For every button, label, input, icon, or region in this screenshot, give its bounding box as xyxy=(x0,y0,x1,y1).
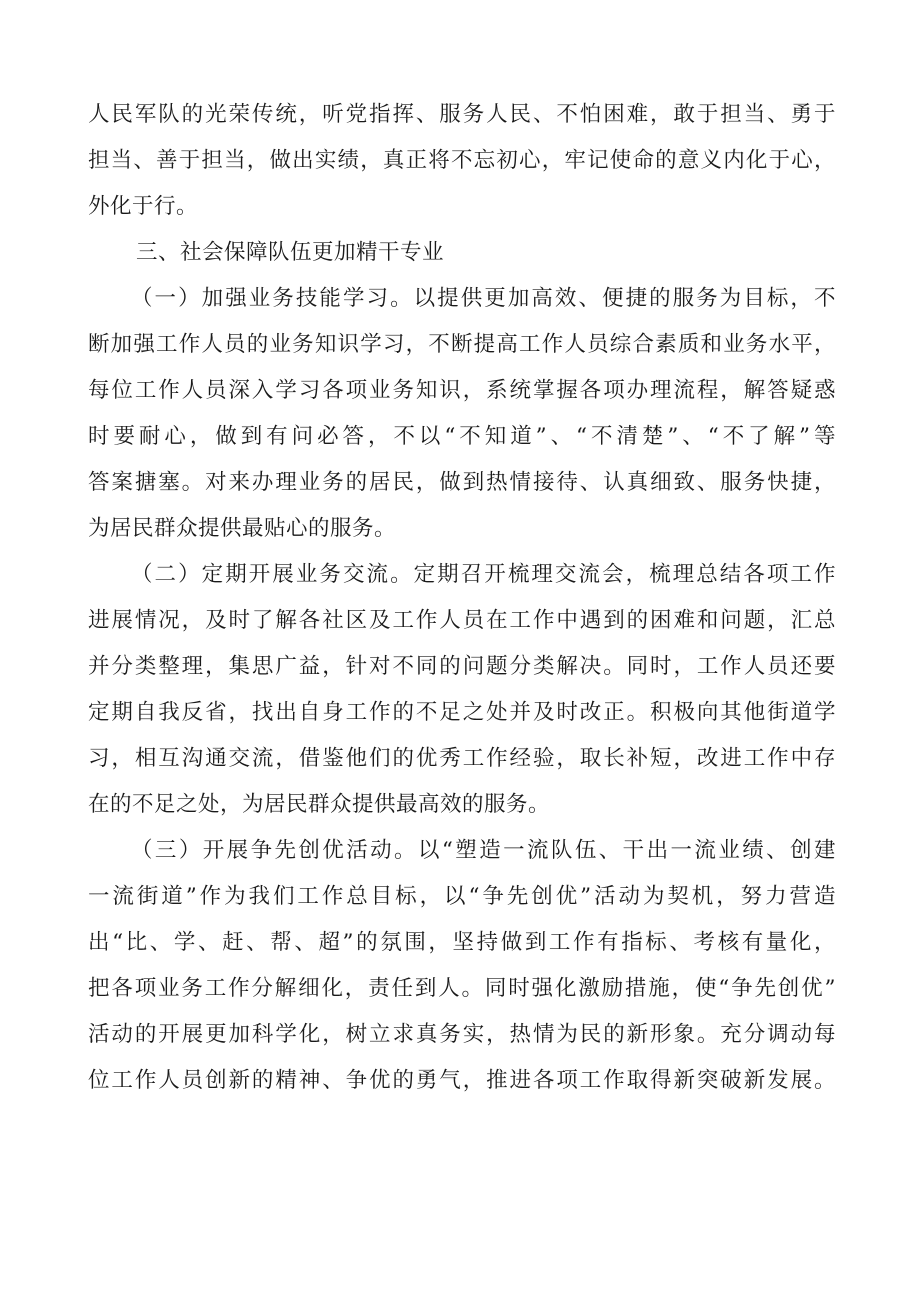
text-line: 进展情况，及时了解各社区及工作人员在工作中遇到的困难和问题，汇总 xyxy=(88,608,836,633)
text-line: 位工作人员创新的精神、争优的勇气，推进各项工作取得新突破新发展。 xyxy=(88,1068,836,1093)
paragraph-continuation xyxy=(88,92,836,230)
text-line: 答案搪塞。对来办理业务的居民，做到热情接待、认真细致、服务快捷， xyxy=(88,470,836,495)
text-line: （一）加强业务技能学习。以提供更加高效、便捷的服务为目标，不 xyxy=(131,286,836,311)
text-line: 活动的开展更加科学化，树立求真务实，热情为民的新形象。充分调动每 xyxy=(88,1022,836,1047)
text-line: 定期自我反省，找出自身工作的不足之处并及时改正。积极向其他街道学 xyxy=(88,700,836,725)
text-line: 一流街道”作为我们工作总目标，以“争先创优”活动为契机，努力营造 xyxy=(88,884,836,909)
text-line: （三）开展争先创优活动。以“塑造一流队伍、干出一流业绩、创建 xyxy=(131,838,836,863)
text-line: 为居民群众提供最贴心的服务。 xyxy=(88,516,397,541)
text-line: 每位工作人员深入学习各项业务知识，系统掌握各项办理流程，解答疑惑 xyxy=(88,378,836,403)
text-line: 断加强工作人员的业务知识学习，不断提高工作人员综合素质和业务水平， xyxy=(88,332,836,357)
text-line: 把各项业务工作分解细化，责任到人。同时强化激励措施，使“争先创优” xyxy=(88,976,836,1001)
text-line: 在的不足之处，为居民群众提供最高效的服务。 xyxy=(88,792,551,817)
text-line: 人民军队的光荣传统，听党指挥、服务人民、不怕困难，敢于担当、勇于 xyxy=(88,102,836,127)
text-line: （二）定期开展业务交流。定期召开梳理交流会，梳理总结各项工作 xyxy=(131,562,836,587)
section-heading xyxy=(88,230,836,276)
document-body xyxy=(88,92,836,1104)
text-line: 习，相互沟通交流，借鉴他们的优秀工作经验，取长补短，改进工作中存 xyxy=(88,746,836,771)
heading-text: 三、社会保障队伍更加精干专业 xyxy=(136,240,445,265)
text-line: 并分类整理，集思广益，针对不同的问题分类解决。同时，工作人员还要 xyxy=(88,654,836,679)
paragraph-business-skills xyxy=(88,276,836,552)
paragraph-business-exchange xyxy=(88,552,836,828)
paragraph-excellence-activity xyxy=(88,828,836,1104)
text-line: 出“比、学、赶、帮、超”的氛围，坚持做到工作有指标、考核有量化， xyxy=(88,930,836,955)
text-line: 担当、善于担当，做出实绩，真正将不忘初心，牢记使命的意义内化于心， xyxy=(88,148,836,173)
text-line: 外化于行。 xyxy=(88,194,199,219)
text-line: 时要耐心，做到有问必答，不以“不知道”、“不清楚”、“不了解”等 xyxy=(88,424,836,449)
